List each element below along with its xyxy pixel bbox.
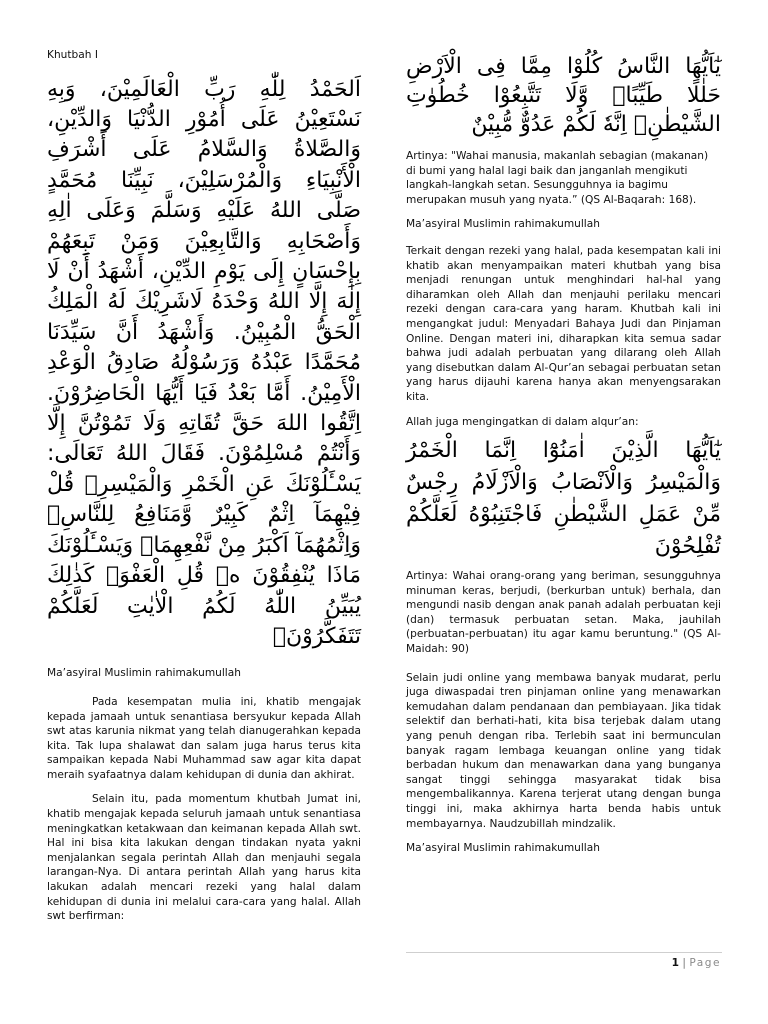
footer-rule — [406, 952, 722, 953]
greeting-heading: Ma’asyiral Muslimin rahimakumullah — [406, 218, 600, 231]
page-label: Page — [689, 957, 721, 969]
paragraph: Terkait dengan rezeki yang halal, pada kesempatan kali ini khatib akan menyampaikan materi khutbah yang bisa menjadi renungan untuk menghindari hal-hal yang diharamkan oleh Allah dan menjauhi perilaku mencari rezeki dengan cara-cara yang haram. Khutbah kali ini mengangkat judul: Menyadari Bahaya Judi dan Pinjaman Online. Dengan materi ini, diharapkan kita semua sadar bahwa judi adalah perbuatan yang dilarang oleh Allah yang disebutkan dalam Al-Qur’an sebagai perbuatan setan yang harus dijauhi karena hanya akan menyengsarakan kita. — [406, 244, 721, 403]
verse-intro: Allah juga mengingatkan di dalam alqur’an: — [406, 415, 639, 428]
paragraph: Pada kesempatan mulia ini, khatib mengajak kepada jamaah untuk senantiasa bersyukur kepada Allah swt atas karunia nikmat yang telah dianugerahkan kepada kita. Tak lupa shalawat dan salam juga harus terus kita sampaikan kepada Nabi Muhammad saw agar kita dapat meraih syafaatnya dalam kehidupan di dunia dan akhirat. — [47, 695, 361, 781]
right-column — [406, 52, 721, 856]
opening-arabic-text: اَلحَمْدُ لِلّٰهِ رَبِّ الْعَالَمِيْنَ، وَبِهِ نَسْتَعِيْنُ عَلَى أُمُوْرِ الدُّنْيَا وَالدِّيْنِ، وَالصَّلاةُ وَالسَّلامُ عَلَى أَشْرَفِ الْأَنْبِيَاءِ وَالْمُرْسَلِيْنَ، نَبِيِّنَا مُحَمَّدٍ صَلَّى اللهُ عَلَيْهِ وَسَلَّمَ وَعَلَى اٰلِهِ وَأَصْحَابِهِ وَالتَّابِعِيْنَ وَمَنْ تَبِعَهُمْ بِإِحْسَانٍ إِلَى يَوْمِ الدِّيْنِ، أَشْهَدُ أَنْ لَا إِلٰهَ إِلَّا اللهُ وَحْدَهُ لَاشَرِيْكَ لَهُ الْمَلِكُ الْحَقُّ الْمُبِيْنُ. وَأَشْهَدُ أَنَّ سَيِّدَنَا مُحَمَّدًا عَبْدُهُ وَرَسُوْلُهُ صَادِقُ الْوَعْدِ الْأَمِيْنُ. أَمَّا بَعْدُ فَيَا أَيُّهَا الْحَاضِرُوْنَ. اِتَّقُوا اللهَ حَقَّ تُقَاتِهِ وَلَا تَمُوْتُنَّ إِلَّا وَأَنْتُمْ مُسْلِمُوْنَ. فَقَالَ اللهُ تَعَالَى: يَسْـَٔلُوْنَكَ عَنِ الْخَمْرِ وَالْمَيْسِرِۗ قُلْ فِيْهِمَآ اِثْمٌ كَبِيْرٌ وَّمَنَافِعُ لِلنَّاسِۖ وَاِثْمُهُمَآ اَكْبَرُ مِنْ نَّفْعِهِمَاۗ وَيَسْـَٔلُوْنَكَ مَاذَا يُنْفِقُوْنَ ەۗ قُلِ الْعَفْوَۗ كَذٰلِكَ يُبَيِّنُ اللّٰهُ لَكُمُ الْاٰيٰتِ لَعَلَّكُمْ تَتَفَكَّرُوْنَۙ — [47, 76, 361, 649]
footer-separator: | — [682, 957, 686, 969]
paragraph: Selain itu, pada momentum khutbah Jumat ini, khatib mengajak kepada seluruh jamaah untuk senantiasa meningkatkan ketakwaan dan keimanan kepada Allah swt. Hal ini bisa kita lakukan dengan tindakan nyata yakni menjalankan segala perintah Allah dan menjauhi segala larangan-Nya. Di antara perintah Allah yang harus kita lakukan adalah mencari rezeki yang halal dalam kehidupan di dunia ini melalui cara-cara yang halal. Allah swt berfirman: — [47, 793, 361, 923]
paragraph: Selain judi online yang membawa banyak mudarat, perlu juga diwaspadai tren pinjaman online yang menawarkan kemudahan dalam pendanaan dan pembiayaan. Jika tidak selektif dan berhati-hati, kita bisa terjebak dalam utang yang penuh dengan riba. Terlebih saat ini bermunculan banyak ragam lembaga keuangan online yang tidak berbadan hukum dan menawarkan dana yang bunganya sangat tinggi sehingga masyarakat tidak bisa mengembalikannya. Karena terjerat utang dengan bunga tinggi ini, maka akhirnya harta benda habis untuk membayarnya. Naudzubillah mindzalik. — [406, 671, 721, 830]
verse-arabic-text: يٰٓاَيُّهَا الَّذِيْنَ اٰمَنُوْٓا اِنَّمَا الْخَمْرُ وَالْمَيْسِرُ وَالْاَنْصَابُ وَالْاَزْلَامُ رِجْسٌ مِّنْ عَمَلِ الشَّيْطٰنِ فَاجْتَنِبُوْهُ لَعَلَّكُمْ تُفْلِحُوْنَ — [406, 438, 721, 560]
verse-translation: Artinya: Wahai orang-orang yang beriman, sesungguhnya minuman keras, berjudi, (berkurban untuk) berhala, dan mengundi nasib dengan anak panah adalah perbuatan keji (dan) termasuk perbuatan setan. Maka, jauhilah (perbuatan-perbuatan) itu agar kamu beruntung." (QS Al-Maidah: 90) — [406, 570, 721, 656]
page-footer — [672, 957, 721, 969]
left-column — [47, 48, 361, 934]
section-title: Khutbah I — [47, 49, 98, 61]
verse-translation: Artinya: "Wahai manusia, makanlah sebagian (makanan) di bumi yang halal lagi baik dan janganlah mengikuti langkah-langkah setan. Sesungguhnya ia bagimu merupakan musuh yang nyata.” (QS Al-Baqarah: 168). — [406, 150, 709, 206]
page-number: 1 — [671, 957, 680, 969]
greeting-heading: Ma’asyiral Muslimin rahimakumullah — [406, 842, 600, 855]
greeting-heading: Ma’asyiral Muslimin rahimakumullah — [47, 667, 241, 680]
verse-arabic-text: يٰٓاَيُّهَا النَّاسُ كُلُوْا مِمَّا فِى الْاَرْضِ حَلٰلًا طَيِّبًاۖ وَّلَا تَتَّبِعُوْا خُطُوٰتِ الشَّيْطٰنِۗ اِنَّهٗ لَكُمْ عَدُوٌّ مُّبِيْنٌ — [406, 54, 721, 137]
